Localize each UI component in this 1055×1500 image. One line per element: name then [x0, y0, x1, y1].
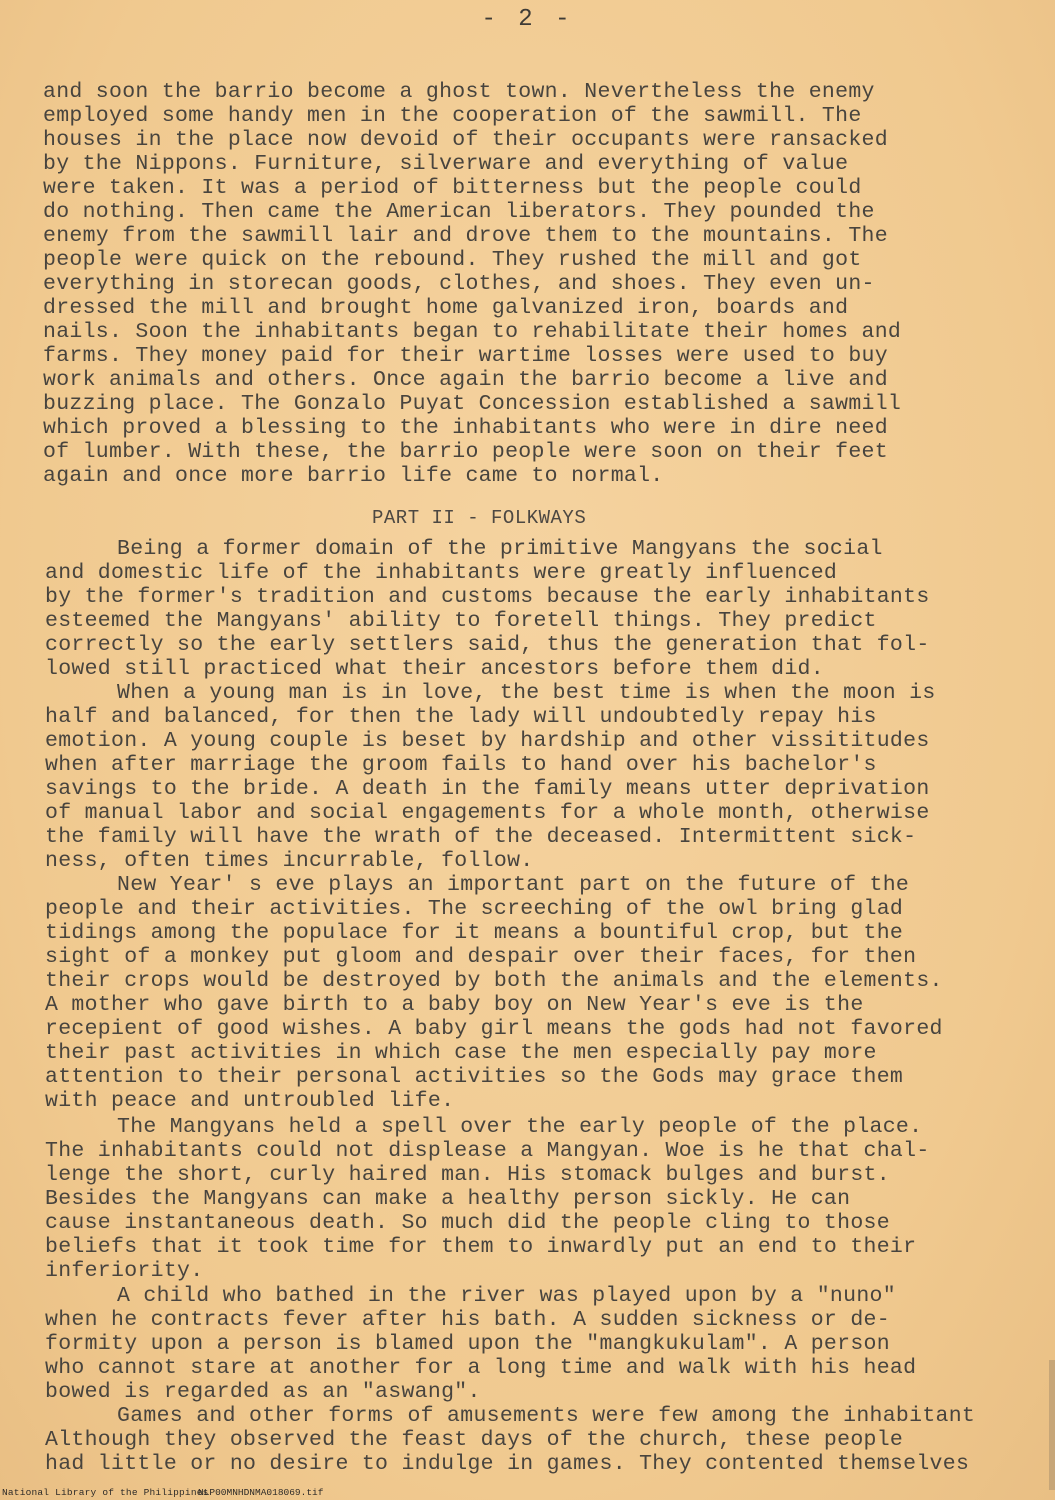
text-line: when after marriage the groom fails to hand over his bachelor's — [45, 753, 877, 777]
text-line: buzzing place. The Gonzalo Puyat Concession established a sawmill — [43, 392, 902, 416]
text-line: employed some handy men in the cooperation of the sawmill. The — [43, 104, 862, 128]
text-line: nails. Soon the inhabitants began to rehabilitate their homes and — [43, 320, 902, 344]
text-line: recepient of good wishes. A baby girl means the gods had not favored — [45, 1017, 943, 1041]
text-line: houses in the place now devoid of their occupants were ransacked — [43, 128, 888, 152]
text-line: work animals and others. Once again the barrio become a live and — [43, 368, 888, 392]
text-line: esteemed the Mangyans' ability to foretell things. They predict — [45, 609, 877, 633]
footer-filename: NLP00MNHDNMA018069.tif — [198, 1487, 324, 1498]
text-line: enemy from the sawmill lair and drove them to the mountains. The — [43, 224, 888, 248]
text-line: correctly so the early settlers said, thus the generation that fol- — [45, 633, 930, 657]
text-line: with peace and untroubled life. — [45, 1089, 455, 1113]
text-line: The inhabitants could not displease a Mangyan. Woe is he that chal- — [45, 1139, 930, 1163]
text-line: The Mangyans held a spell over the early people of the place. — [117, 1115, 923, 1139]
text-line: by the Nippons. Furniture, silverware and everything of value — [43, 152, 849, 176]
text-line: and soon the barrio become a ghost town. Nevertheless the enemy — [43, 80, 875, 104]
text-line: which proved a blessing to the inhabitants who were in dire need — [43, 416, 888, 440]
text-line: beliefs that it took time for them to inwardly put an end to their — [45, 1235, 917, 1259]
text-line: lowed still practiced what their ancestors before them did. — [45, 657, 824, 681]
text-line: When a young man is in love, the best time is when the moon is — [117, 681, 936, 705]
section-heading: PART II - FOLKWAYS — [372, 507, 587, 529]
text-line: cause instantaneous death. So much did the people cling to those — [45, 1211, 890, 1235]
text-line: formity upon a person is blamed upon the "mangkukulam". A person — [45, 1332, 890, 1356]
text-line: A child who bathed in the river was played upon by a "nuno" — [117, 1284, 896, 1308]
text-line: sight of a monkey put gloom and despair over their faces, for then — [45, 945, 917, 969]
text-line: Although they observed the feast days of the church, these people — [45, 1428, 904, 1452]
text-line: had little or no desire to indulge in games. They contented themselves — [45, 1452, 970, 1476]
text-line: bowed is regarded as an "aswang". — [45, 1380, 481, 1404]
text-line: dressed the mill and brought home galvanized iron, boards and — [43, 296, 849, 320]
text-line: ness, often times incurrable, follow. — [45, 849, 534, 873]
text-line: when he contracts fever after his bath. A sudden sickness or de- — [45, 1308, 890, 1332]
text-line: of lumber. With these, the barrio people were soon on their feet — [43, 440, 888, 464]
text-line: lenge the short, curly haired man. His stomack bulges and burst. — [45, 1163, 890, 1187]
text-line: Besides the Mangyans can make a healthy person sickly. He can — [45, 1187, 851, 1211]
text-line: were taken. It was a period of bitterness but the people could — [43, 176, 862, 200]
text-line: their crops would be destroyed by both the animals and the elements. — [45, 969, 943, 993]
text-line: emotion. A young couple is beset by hardship and other vissititudes — [45, 729, 930, 753]
text-line: tidings among the populace for it means a bountiful crop, but the — [45, 921, 904, 945]
page-number: - 2 - — [481, 6, 574, 33]
text-line: inferiority. — [45, 1259, 204, 1283]
text-line: by the former's tradition and customs because the early inhabitants — [45, 585, 930, 609]
text-line: New Year' s eve plays an important part on the future of the — [117, 873, 910, 897]
text-line: their past activities in which case the men especially pay more — [45, 1041, 877, 1065]
page-edge-shadow — [1049, 1360, 1055, 1490]
text-line: people and their activities. The screeching of the owl bring glad — [45, 897, 904, 921]
footer-library: National Library of the Philippines — [2, 1487, 209, 1498]
text-line: of manual labor and social engagements for a whole month, otherwise — [45, 801, 930, 825]
text-line: farms. They money paid for their wartime losses were used to buy — [43, 344, 888, 368]
text-line: again and once more barrio life came to normal. — [43, 464, 664, 488]
text-line: A mother who gave birth to a baby boy on New Year's eve is the — [45, 993, 864, 1017]
text-line: and domestic life of the inhabitants were greatly influenced — [45, 561, 838, 585]
text-line: Games and other forms of amusements were few among the inhabitant — [117, 1404, 976, 1428]
text-line: who cannot stare at another for a long time and walk with his head — [45, 1356, 917, 1380]
text-line: do nothing. Then came the American liberators. They pounded the — [43, 200, 875, 224]
text-line: savings to the bride. A death in the family means utter deprivation — [45, 777, 930, 801]
text-line: everything in storecan goods, clothes, and shoes. They even un- — [43, 272, 875, 296]
text-line: half and balanced, for then the lady will undoubtedly repay his — [45, 705, 877, 729]
text-line: people were quick on the rebound. They rushed the mill and got — [43, 248, 862, 272]
text-line: Being a former domain of the primitive Mangyans the social — [117, 537, 883, 561]
text-line: the family will have the wrath of the deceased. Intermittent sick- — [45, 825, 917, 849]
text-line: attention to their personal activities so the Gods may grace them — [45, 1065, 904, 1089]
